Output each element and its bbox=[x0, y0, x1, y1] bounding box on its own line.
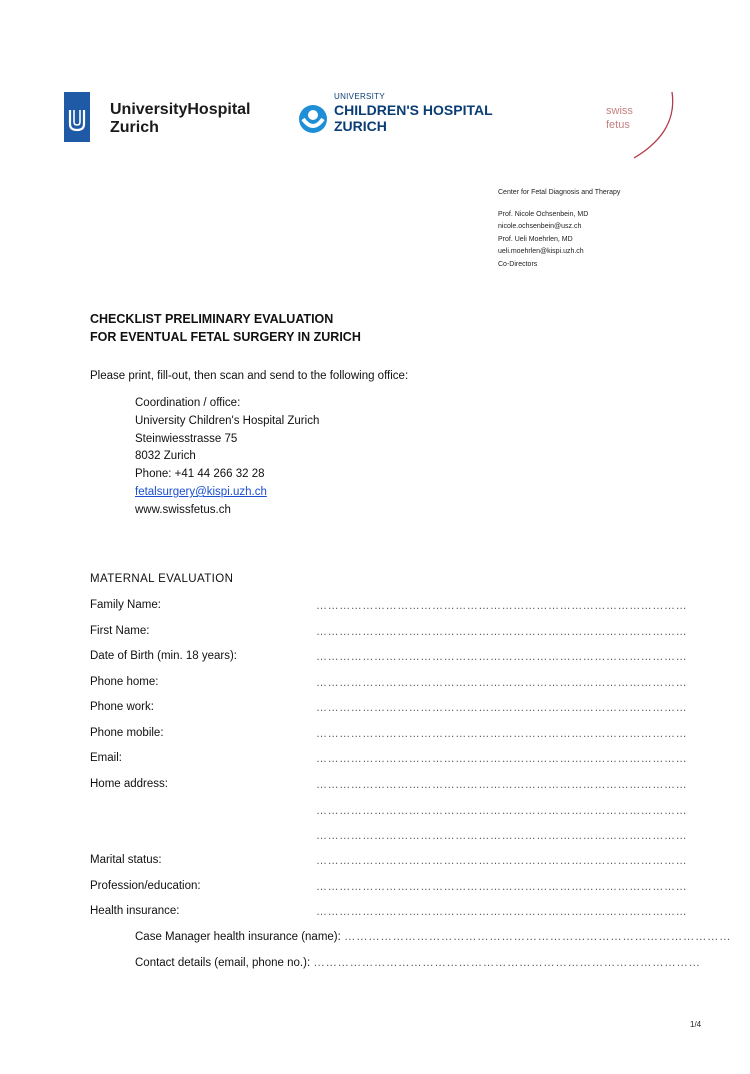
date-of-birth-field[interactable]: …………………………………………………………………………………… bbox=[316, 651, 688, 663]
home-address-field-2[interactable]: …………………………………………………………………………………… bbox=[316, 805, 688, 817]
email-field[interactable]: …………………………………………………………………………………… bbox=[316, 753, 688, 765]
contact-details-label: Contact details (email, phone no.): bbox=[135, 957, 311, 969]
phone-mobile-field[interactable]: …………………………………………………………………………………… bbox=[316, 728, 688, 740]
profession-label: Profession/education: bbox=[90, 880, 201, 892]
case-manager-label: Case Manager health insurance (name): bbox=[135, 931, 341, 943]
phone-mobile-label: Phone mobile: bbox=[90, 727, 164, 739]
first-name-field[interactable]: …………………………………………………………………………………… bbox=[316, 626, 688, 638]
marital-status-label: Marital status: bbox=[90, 854, 162, 866]
title-line2: FOR EVENTUAL FETAL SURGERY IN ZURICH bbox=[90, 330, 361, 344]
kispi-logo bbox=[298, 90, 508, 140]
home-address-label: Home address: bbox=[90, 778, 168, 790]
first-name-label: First Name: bbox=[90, 625, 150, 637]
kispi-logo-line1: CHILDREN'S HOSPITAL bbox=[334, 102, 493, 118]
swissfetus-curve-icon bbox=[602, 90, 682, 160]
marital-status-field[interactable]: …………………………………………………………………………………… bbox=[316, 855, 688, 867]
usz-logo-line2: Zurich bbox=[110, 119, 159, 136]
profession-field[interactable]: …………………………………………………………………………………… bbox=[316, 881, 688, 893]
usz-emblem-icon bbox=[64, 92, 90, 142]
office-address bbox=[135, 395, 319, 520]
usz-logo-line1: UniversityHospital bbox=[110, 101, 251, 118]
phone-home-field[interactable]: …………………………………………………………………………………… bbox=[316, 677, 688, 689]
document-title bbox=[90, 310, 361, 346]
kispi-logo-line2: ZURICH bbox=[334, 118, 387, 134]
title-line1: CHECKLIST PRELIMINARY EVALUATION bbox=[90, 312, 334, 326]
family-name-field[interactable]: …………………………………………………………………………………… bbox=[316, 600, 688, 612]
page-number: 1/4 bbox=[690, 1020, 702, 1029]
phone-home-label: Phone home: bbox=[90, 676, 159, 688]
date-of-birth-label: Date of Birth (min. 18 years): bbox=[90, 650, 237, 662]
contact-details-field[interactable]: …………………………………………………………………………………… bbox=[313, 957, 701, 969]
swissfetus-logo-line1: swiss bbox=[606, 105, 633, 117]
case-manager-field[interactable]: …………………………………………………………………………………… bbox=[344, 931, 732, 943]
health-insurance-label: Health insurance: bbox=[90, 905, 180, 917]
home-address-field-1[interactable]: …………………………………………………………………………………… bbox=[316, 779, 688, 791]
phone-work-field[interactable]: …………………………………………………………………………………… bbox=[316, 702, 688, 714]
phone-work-label: Phone work: bbox=[90, 701, 154, 713]
center-line: Prof. Ueli Moehrlen, MD bbox=[498, 235, 573, 243]
email-label: Email: bbox=[90, 752, 122, 764]
swissfetus-logo bbox=[602, 90, 682, 160]
section-heading: MATERNAL EVALUATION bbox=[90, 573, 234, 585]
office-heading: Coordination / office: bbox=[135, 397, 241, 409]
kispi-emblem-icon bbox=[298, 104, 328, 134]
center-line: Prof. Nicole Ochsenbein, MD bbox=[498, 210, 589, 218]
home-address-field-3[interactable]: …………………………………………………………………………………… bbox=[316, 830, 688, 842]
family-name-label: Family Name: bbox=[90, 599, 161, 611]
office-web: www.swissfetus.ch bbox=[135, 503, 231, 516]
office-email-link[interactable]: fetalsurgery@kispi.uzh.ch bbox=[135, 485, 267, 498]
swissfetus-logo-line2: fetus bbox=[606, 119, 630, 131]
health-insurance-field[interactable]: …………………………………………………………………………………… bbox=[316, 906, 688, 918]
office-street: Steinwiesstrasse 75 bbox=[135, 432, 238, 445]
instructions: Please print, fill-out, then scan and send to the following office: bbox=[90, 370, 409, 382]
office-phone: Phone: +41 44 266 32 28 bbox=[135, 468, 265, 481]
center-line: nicole.ochsenbein@usz.ch bbox=[498, 223, 582, 231]
kispi-logo-small: UNIVERSITY bbox=[334, 92, 386, 101]
center-line: ueli.moehrlen@kispi.uzh.ch bbox=[498, 248, 584, 256]
center-info bbox=[498, 187, 620, 272]
office-city: 8032 Zurich bbox=[135, 450, 196, 463]
center-line: Co-Directors bbox=[498, 260, 538, 268]
usz-logo bbox=[64, 92, 254, 142]
office-name: University Children's Hospital Zurich bbox=[135, 414, 320, 427]
case-manager-row bbox=[135, 931, 732, 943]
contact-details-row bbox=[135, 957, 701, 969]
center-title: Center for Fetal Diagnosis and Therapy bbox=[498, 189, 621, 196]
